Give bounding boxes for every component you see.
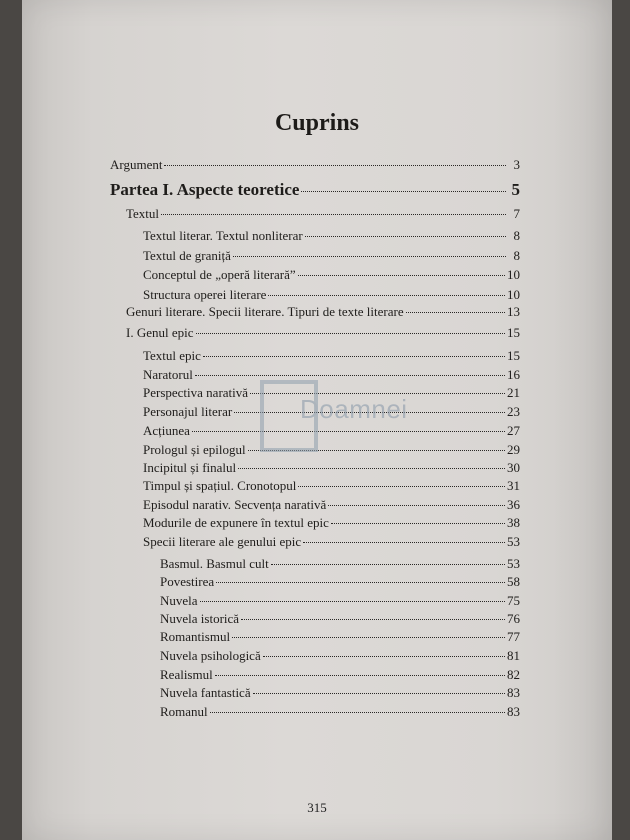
toc-dot-leader xyxy=(196,332,505,334)
toc-dot-leader xyxy=(210,711,505,713)
toc-entry-label: Partea I. Aspecte teoretice xyxy=(110,180,300,199)
toc-entry xyxy=(160,704,520,720)
toc-entry-label: Naratorul xyxy=(143,367,193,382)
toc-dot-leader xyxy=(263,655,505,657)
toc-entry-page: 23 xyxy=(507,404,520,419)
toc-dot-leader xyxy=(232,636,505,638)
toc-dot-leader xyxy=(303,541,505,543)
toc-dot-leader xyxy=(298,274,505,276)
toc-entry-page: 75 xyxy=(507,593,520,608)
toc-dot-leader xyxy=(305,235,506,237)
toc-entry xyxy=(126,206,520,222)
toc-entry-page: 83 xyxy=(507,704,520,719)
watermark-text: Doamnei xyxy=(300,394,408,424)
toc-entry xyxy=(126,325,520,341)
toc-entry xyxy=(143,348,520,364)
toc-entry-page: 15 xyxy=(507,325,520,340)
toc-entry-label: Textul literar. Textul nonliterar xyxy=(143,228,303,243)
toc-entry-label: Prologul și epilogul xyxy=(143,442,246,457)
toc-entry-page: 53 xyxy=(507,534,520,549)
toc-entry-page: 77 xyxy=(507,629,520,644)
toc-entry-page: 7 xyxy=(513,206,520,221)
toc-entry-label: Romanul xyxy=(160,704,208,719)
toc-entry-page: 3 xyxy=(513,157,520,172)
toc-entry-label: Romantismul xyxy=(160,629,231,644)
toc-entry-label: Nuvela psihologică xyxy=(160,648,261,663)
toc-dot-leader xyxy=(216,581,505,583)
toc-dot-leader xyxy=(200,600,505,602)
toc-dot-leader xyxy=(271,563,505,565)
toc-entry xyxy=(160,667,520,683)
toc-entry-label: Textul xyxy=(126,206,160,221)
toc-entry-page: 38 xyxy=(507,515,520,530)
toc-entry-page: 83 xyxy=(507,685,520,700)
book-page xyxy=(22,0,612,840)
toc-dot-leader xyxy=(406,311,505,313)
page-title: Cuprins xyxy=(274,110,360,136)
toc-entry xyxy=(143,478,520,494)
toc-dot-leader xyxy=(328,504,505,506)
toc-entry xyxy=(143,497,520,513)
toc-entry-label: I. Genul epic xyxy=(126,325,194,340)
toc-entry xyxy=(160,648,520,664)
toc-entry-label: Conceptul de „operă literară” xyxy=(143,267,296,282)
toc-entry xyxy=(160,593,520,609)
toc-dot-leader xyxy=(241,618,505,620)
toc-entry xyxy=(110,157,520,173)
toc-entry xyxy=(143,228,520,244)
toc-entry-page: 8 xyxy=(513,248,520,263)
toc-dot-leader xyxy=(238,467,505,469)
toc-entry-label: Nuvela fantastică xyxy=(160,685,251,700)
toc-entry-page: 15 xyxy=(507,348,520,363)
toc-entry-label: Argument xyxy=(110,157,163,172)
toc-entry-page: 13 xyxy=(507,304,520,319)
toc-entry-label: Specii literare ale genului epic xyxy=(143,534,302,549)
toc-entry-label: Nuvela xyxy=(160,593,198,608)
toc-entry-label: Textul epic xyxy=(143,348,201,363)
toc-entry xyxy=(160,629,520,645)
toc-entry xyxy=(110,180,520,200)
toc-entry-page: 5 xyxy=(511,180,520,199)
toc-entry-label: Textul de graniță xyxy=(143,248,231,263)
toc-entry xyxy=(160,574,520,590)
toc-entry-label: Acțiunea xyxy=(143,423,190,438)
toc-entry-page: 76 xyxy=(507,611,520,626)
toc-entry-page: 27 xyxy=(507,423,520,438)
toc-entry-page: 16 xyxy=(507,367,520,382)
toc-entry-label: Modurile de expunere în textul epic xyxy=(143,515,329,530)
toc-entry-label: Nuvela istorică xyxy=(160,611,240,626)
toc-dot-leader xyxy=(161,213,506,215)
toc-entry-label: Incipitul și finalul xyxy=(143,460,237,475)
toc-entry xyxy=(143,460,520,476)
toc-entry-page: 36 xyxy=(507,497,520,512)
toc-dot-leader xyxy=(233,255,506,257)
toc-entry-page: 30 xyxy=(507,460,520,475)
toc-entry-page: 58 xyxy=(507,574,520,589)
toc-dot-leader xyxy=(301,190,506,192)
toc-dot-leader xyxy=(203,355,505,357)
toc-entry-page: 8 xyxy=(513,228,520,243)
toc-dot-leader xyxy=(195,374,505,376)
toc-entry xyxy=(143,267,520,283)
toc-entry-page: 29 xyxy=(507,442,520,457)
toc-entry-label: Structura operei literare xyxy=(143,287,267,302)
toc-entry xyxy=(160,556,520,572)
toc-entry-label: Perspectiva narativă xyxy=(143,385,249,400)
toc-entry-label: Povestirea xyxy=(160,574,215,589)
toc-entry xyxy=(143,287,520,303)
toc-entry-label: Episodul narativ. Secvența narativă xyxy=(143,497,327,512)
toc-entry-page: 82 xyxy=(507,667,520,682)
page-number: 315 xyxy=(307,800,327,815)
toc-dot-leader xyxy=(268,294,505,296)
toc-dot-leader xyxy=(215,674,505,676)
toc-entry xyxy=(143,248,520,264)
toc-dot-leader xyxy=(298,485,505,487)
toc-entry-label: Timpul și spațiul. Cronotopul xyxy=(143,478,297,493)
toc-dot-leader xyxy=(253,692,505,694)
toc-entry xyxy=(126,304,520,320)
toc-entry-page: 10 xyxy=(507,267,520,282)
toc-entry-page: 81 xyxy=(507,648,520,663)
toc-entry-label: Personajul literar xyxy=(143,404,233,419)
toc-entry xyxy=(143,515,520,531)
watermark-logo xyxy=(260,380,420,460)
toc-entry xyxy=(160,611,520,627)
toc-entry xyxy=(160,685,520,701)
toc-entry xyxy=(143,534,520,550)
toc-entry-page: 31 xyxy=(507,478,520,493)
toc-entry-page: 10 xyxy=(507,287,520,302)
toc-entry-label: Genuri literare. Specii literare. Tipuri de texte literare xyxy=(126,304,404,319)
toc-dot-leader xyxy=(331,522,505,524)
toc-entry-page: 21 xyxy=(507,385,520,400)
toc-entry-page: 53 xyxy=(507,556,520,571)
toc-dot-leader xyxy=(164,164,506,166)
toc-entry-label: Basmul. Basmul cult xyxy=(160,556,269,571)
toc-entry-label: Realismul xyxy=(160,667,213,682)
